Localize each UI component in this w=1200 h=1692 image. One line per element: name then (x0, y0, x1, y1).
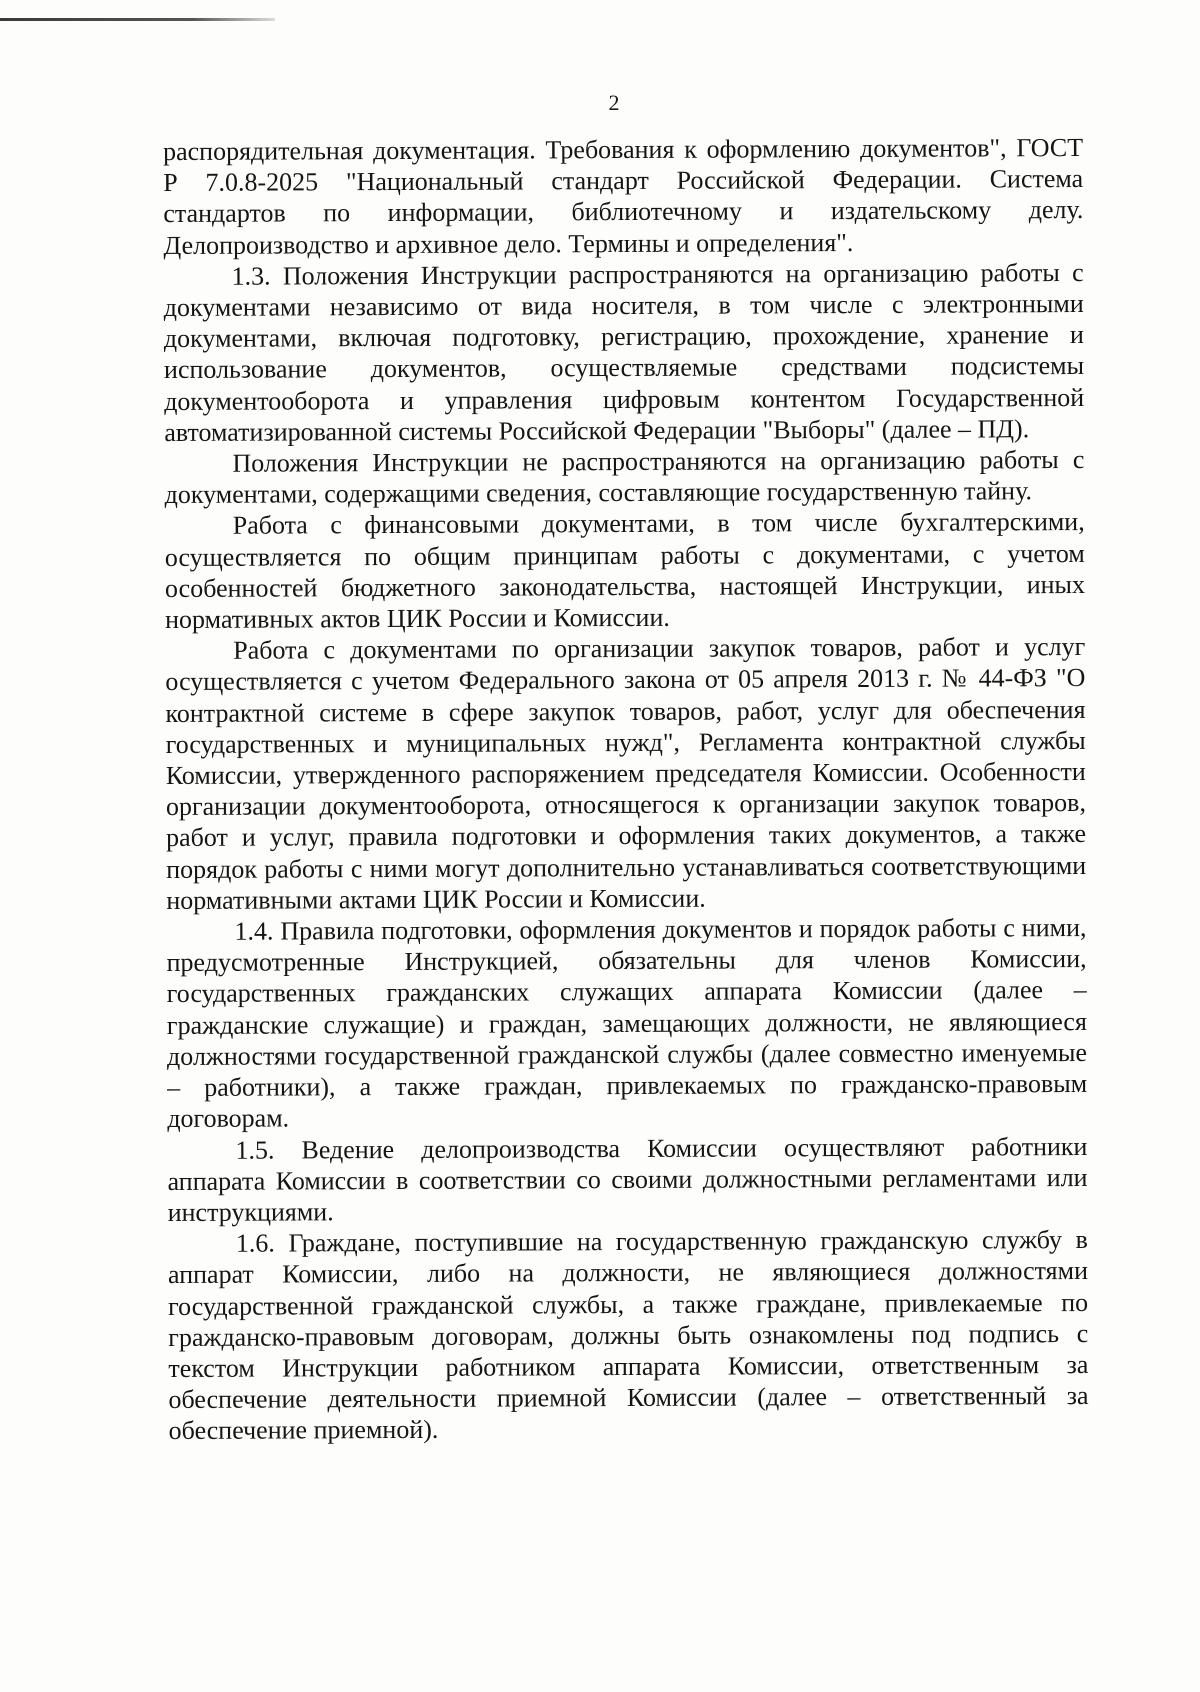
paragraph-financial-documents: Работа с финансовыми документами, в том числе бухгалтерскими, осуществляется по общим принципам работы с документами, с учетом особенностей бюджетного законодательства, настоящей Инструкции, иных нормативных актов ЦИК России и Комиссии. (164, 507, 1086, 635)
page-number: 2 (608, 90, 620, 115)
paragraph-procurement: Работа с документами по организации закупок товаров, работ и услуг осуществляется с учетом Федерального закона от 05 апреля 2013 г. № 44-ФЗ "О контрактной системе в сфере закупок товаров, работ, услуг для обеспечения государственных и муниципальных нужд", Регламента контрактной службы Комиссии, утвержденного распоряжением председателя Комиссии. Особенности организации документооборота, относящегося к организации закупок товаров, работ и услуг, правила подготовки и оформления таких документов, а также порядок работы с ними могут дополнительно устанавливаться соответствующими нормативными актами ЦИК России и Комиссии. (165, 632, 1087, 915)
paragraph-state-secret: Положения Инструкции не распространяются на организацию работы с документами, содержащими сведения, составляющие государственную тайну. (164, 445, 1085, 510)
paragraph-1-5: 1.5. Ведение делопроизводства Комиссии осуществляют работники аппарата Комиссии в соответствии со своими должностными регламентами или инструкциями. (167, 1131, 1088, 1227)
scan-edge-mark (0, 18, 275, 21)
paragraph-1-4: 1.4. Правила подготовки, оформления документов и порядок работы с ними, предусмотренные Инструкцией, обязательны для членов Комиссии, государственных гражданских служащих аппарата Комиссии (далее – гражданские служащие) и граждан, замещающих должности, не являющиеся должностями государственной гражданской службы (далее совместно именуемые – работники), а также граждан, привлекаемых по гражданско-правовым договорам. (166, 913, 1088, 1134)
paragraph-continuation: распорядительная документация. Требования к оформлению документов", ГОСТ Р 7.0.8-2025 "Национальный стандарт Российской Федерации. Система стандартов по информации, библиотечному и издательскому делу. Делопроизводство и архивное дело. Термины и определения". (163, 132, 1084, 260)
paragraph-1-6: 1.6. Граждане, поступившие на государственную гражданскую службу в аппарат Комиссии, либо на должности, не являющиеся должностями государственной гражданской службы, а также граждане, привлекаемые по гражданско-правовым договорам, должны быть ознакомлены под подпись с текстом Инструкции работником аппарата Комиссии, ответственным за обеспечение деятельности приемной Комиссии (далее – ответственный за обеспечение приемной). (167, 1225, 1089, 1446)
paragraph-1-3: 1.3. Положения Инструкции распространяются на организацию работы с документами независимо от вида носителя, в том числе с электронными документами, включая подготовку, регистрацию, прохождение, хранение и использование документов, осуществляемые средствами подсистемы документооборота и управления цифровым контентом Государственной автоматизированной системы Российской Федерации "Выборы" (далее – ПД). (163, 257, 1085, 447)
document-body (163, 132, 1089, 1447)
